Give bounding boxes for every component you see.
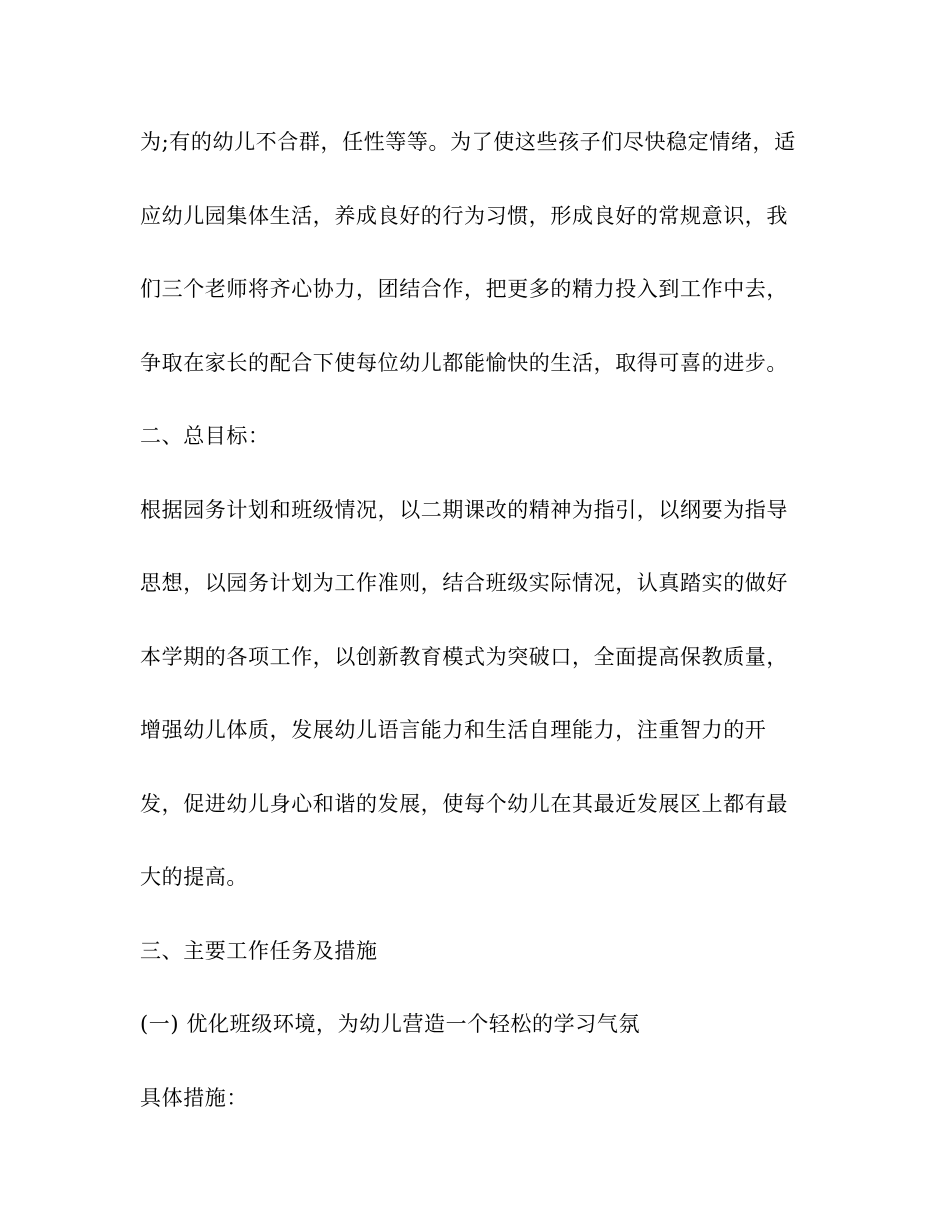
subsection-heading-environment: (一) 优化班级环境，为幼儿营造一个轻松的学习气氛 xyxy=(140,1012,641,1036)
paragraph-line-9: 发，促进幼儿身心和谐的发展，使每个幼儿在其最近发展区上都有最 xyxy=(140,791,788,816)
paragraph-line-7: 本学期的各项工作，以创新教育模式为突破口，全面提高保教质量， xyxy=(140,644,788,669)
measures-label: 具体措施： xyxy=(140,1085,248,1110)
document-body xyxy=(140,118,812,1147)
paragraph-line-5: 根据园务计划和班级情况，以二期课改的精神为指引，以纲要为指导 xyxy=(140,497,788,522)
section-heading-tasks: 三、主要工作任务及措施 xyxy=(140,938,378,963)
paragraph-line-6: 思想，以园务计划为工作准则，结合班级实际情况，认真踏实的做好 xyxy=(140,571,788,595)
paragraph-line-2: 应幼儿园集体生活，养成良好的行为习惯，形成良好的常规意识，我 xyxy=(140,203,788,228)
paragraph-line-3: 们三个老师将齐心协力，团结合作，把更多的精力投入到工作中去， xyxy=(140,277,788,301)
paragraph-line-1: 为;有的幼儿不合群，任性等等。为了使这些孩子们尽快稳定情绪，适 xyxy=(140,130,796,154)
section-heading-goals: 二、总目标： xyxy=(140,424,270,448)
paragraph-line-4: 争取在家长的配合下使每位幼儿都能愉快的生活，取得可喜的进步。 xyxy=(140,350,788,375)
paragraph-line-8: 增强幼儿体质，发展幼儿语言能力和生活自理能力，注重智力的开 xyxy=(140,718,767,742)
paragraph-line-10: 大的提高。 xyxy=(140,865,248,889)
